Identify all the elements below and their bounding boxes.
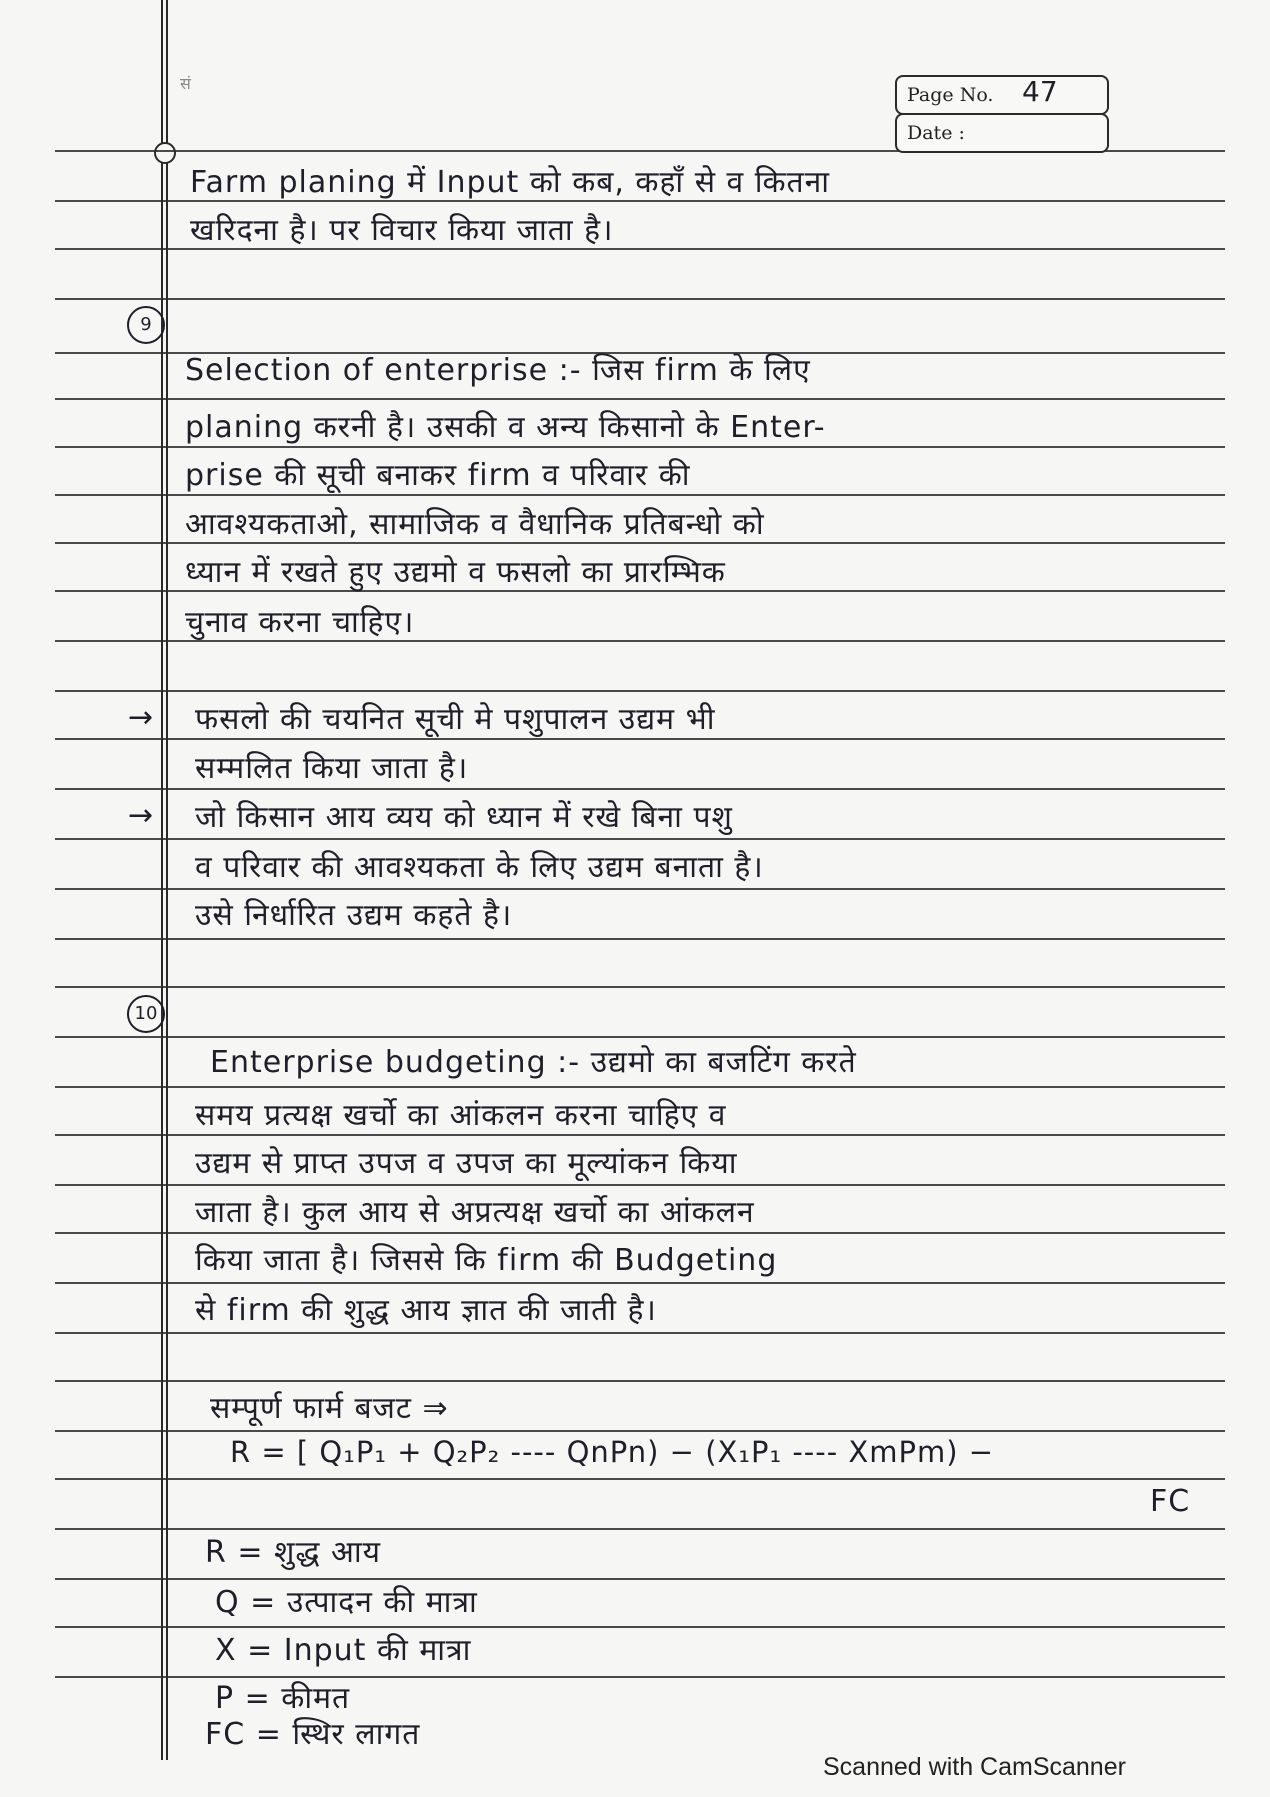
rule-line (55, 1036, 1225, 1038)
section-number-10: 10 (127, 995, 165, 1033)
section10-line: किया जाता है। जिससे कि firm की Budgeting (195, 1243, 778, 1278)
section9-line: चुनाव करना चाहिए। (185, 605, 415, 640)
date-box (895, 113, 1109, 153)
bullet-arrow: → (128, 798, 155, 833)
date-label: Date : (907, 122, 965, 144)
section10-line: उद्यम से प्राप्त उपज व उपज का मूल्यांकन किया (195, 1146, 738, 1181)
formula-equation-tail: FC (1150, 1484, 1191, 1519)
section10-line: से firm की शुद्ध आय ज्ञात की जाती है। (195, 1293, 657, 1328)
formula-equation: R = [ Q₁P₁ + Q₂P₂ ---- QnPn) − (X₁P₁ ---- XmPm) − (230, 1435, 995, 1469)
rule-line (55, 1134, 1225, 1136)
section9-line: prise की सूची बनाकर firm व परिवार की (185, 458, 691, 493)
section9-line: Selection of enterprise :- जिस firm के लिए (185, 353, 811, 388)
rule-line (55, 298, 1225, 300)
rule-line (55, 888, 1225, 890)
section-number-9: 9 (127, 306, 165, 344)
rule-line (55, 938, 1225, 940)
section9-note: सम्मलित किया जाता है। (195, 751, 469, 786)
section9-line: आवश्यकताओ, सामाजिक व वैधानिक प्रतिबन्धो को (185, 507, 765, 542)
intro-line: खरिदना है। पर विचार किया जाता है। (190, 213, 614, 248)
page-number-label: Page No. (907, 84, 994, 106)
formula-definition: P = कीमत (215, 1681, 351, 1716)
rule-line (55, 1332, 1225, 1334)
ring-marker (154, 142, 176, 164)
corner-mark: सं (180, 74, 191, 93)
bullet-arrow: → (128, 700, 155, 735)
formula-definition: FC = स्थिर लागत (205, 1717, 421, 1752)
rule-line (55, 838, 1225, 840)
rule-line (55, 690, 1225, 692)
rule-line (55, 1184, 1225, 1186)
page-number-value: 47 (1022, 75, 1058, 108)
section10-line: समय प्रत्यक्ष खर्चो का आंकलन करना चाहिए व (195, 1098, 727, 1133)
rule-line (55, 1430, 1225, 1432)
intro-line: Farm planing में Input को कब, कहाँ से व कितना (190, 165, 831, 200)
rule-line (55, 1086, 1225, 1088)
formula-heading: सम्पूर्ण फार्म बजट ⇒ (210, 1391, 449, 1426)
rule-line (55, 738, 1225, 740)
rule-line (55, 788, 1225, 790)
rule-line (55, 986, 1225, 988)
section10-line: जाता है। कुल आय से अप्रत्यक्ष खर्चो का आंकलन (195, 1195, 755, 1230)
page-number-box (895, 75, 1109, 115)
section9-note: व परिवार की आवश्यकता के लिए उद्यम बनाता है। (195, 850, 764, 885)
section9-line: ध्यान में रखते हुए उद्यमो व फसलो का प्रारम्भिक (185, 555, 726, 590)
section9-note: फसलो की चयनित सूची मे पशुपालन उद्यम भी (195, 702, 716, 737)
section9-line: planing करनी है। उसकी व अन्य किसानो के Enter- (185, 410, 826, 445)
formula-definition: Q = उत्पादन की मात्रा (215, 1585, 478, 1620)
rule-line (55, 446, 1225, 448)
rule-line (55, 494, 1225, 496)
formula-definition: R = शुद्ध आय (205, 1535, 382, 1570)
rule-line (55, 398, 1225, 400)
rule-line (55, 1478, 1225, 1480)
margin-line (161, 0, 163, 1760)
section9-note: जो किसान आय व्यय को ध्यान में रखे बिना पशु (195, 800, 733, 835)
section9-note: उसे निर्धारित उद्यम कहते है। (195, 898, 513, 933)
rule-line (55, 1380, 1225, 1382)
rule-line (55, 1282, 1225, 1284)
margin-line (166, 0, 168, 1760)
rule-line (55, 1232, 1225, 1234)
section10-line: Enterprise budgeting :- उद्यमो का बजटिंग करते (210, 1045, 857, 1080)
formula-definition: X = Input की मात्रा (215, 1633, 472, 1668)
scanner-watermark: Scanned with CamScanner (823, 1753, 1126, 1781)
